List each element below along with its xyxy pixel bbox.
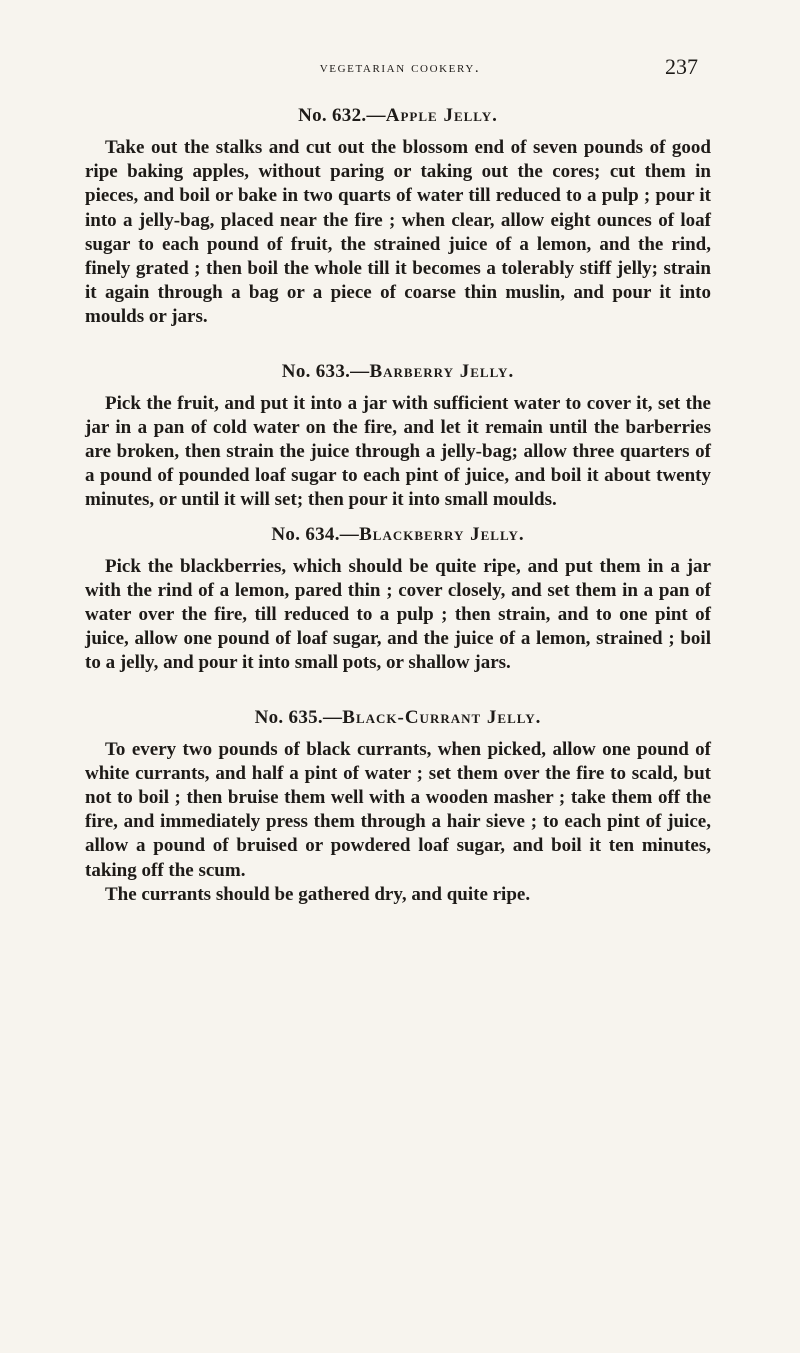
page-content: [85, 104, 711, 907]
recipe-number: No. 635.: [254, 706, 323, 728]
running-head: [0, 54, 800, 82]
heading-dash: —: [322, 706, 343, 728]
recipe-633: [85, 360, 711, 513]
recipe-heading: [85, 523, 711, 547]
recipe-number: No. 632.: [298, 105, 367, 126]
heading-dash: —: [366, 105, 386, 126]
recipe-heading: [85, 706, 711, 730]
recipe-634: [85, 523, 711, 676]
heading-dash: —: [350, 360, 370, 382]
recipe-number: No. 634.: [271, 523, 340, 545]
recipe-name: Barberry Jelly.: [369, 360, 515, 382]
recipe-632: [85, 104, 711, 330]
recipe-635: [85, 706, 711, 907]
recipe-heading: [85, 360, 711, 384]
recipe-paragraph: To every two pounds of black currants, when picked, allow one pound of white currants, and half a pint of water ; set them over the fire to scald, but not to boil ; then bruise them well with a wooden masher ; take them off the fire, and immediately press them through a hair sieve ; to each pint of juice, allow a pound of bruised or powdered loaf sugar, and boil it ten minutes, taking off the scum.: [85, 738, 711, 881]
recipe-name: Apple Jelly.: [385, 105, 498, 126]
heading-dash: —: [339, 523, 360, 545]
recipe-paragraph: Pick the fruit, and put it into a jar with sufficient water to cover it, set the jar in a pan of cold water on the fire, and let it remain until the barberries are broken, then strain the juice through a jelly-bag; allow three quarters of a pound of pounded loaf sugar to each pint of juice, and boil it about twenty minutes, or until it will set; then pour it into small moulds.: [85, 392, 711, 511]
recipe-paragraph: Take out the stalks and cut out the blossom end of seven pounds of good ripe baking apples, without paring or taking out the cores; cut them in pieces, and boil or bake in two quarts of water till reduced to a pulp ; pour it into a jelly-bag, placed near the fire ; when clear, allow eight ounces of loaf sugar to each pound of fruit, the strained juice of a lemon, and the rind, finely grated ; then boil the whole till it becomes a tolerably stiff jelly; strain it again through a bag or a piece of coarse thin muslin, and pour it into moulds or jars.: [85, 137, 711, 328]
recipe-note: The currants should be gathered dry, and quite ripe.: [105, 883, 531, 905]
recipe-paragraph: Pick the blackberries, which should be quite ripe, and put them in a jar with the rind of a lemon, pared thin ; cover closely, and set them in a pan of water over the fire, till reduced to a pulp ; then strain, and to one pint of juice, allow one pound of loaf sugar, and the juice of a lemon, strained ; boil to a jelly, and pour it into small pots, or shallow jars.: [85, 555, 711, 674]
running-title: vegetarian cookery.: [319, 60, 481, 76]
recipe-name: Blackberry Jelly.: [359, 523, 525, 545]
recipe-name: Black-Currant Jelly.: [342, 706, 542, 728]
recipe-heading: [85, 104, 711, 128]
recipe-number: No. 633.: [281, 360, 351, 382]
page-number: 237: [665, 54, 698, 79]
